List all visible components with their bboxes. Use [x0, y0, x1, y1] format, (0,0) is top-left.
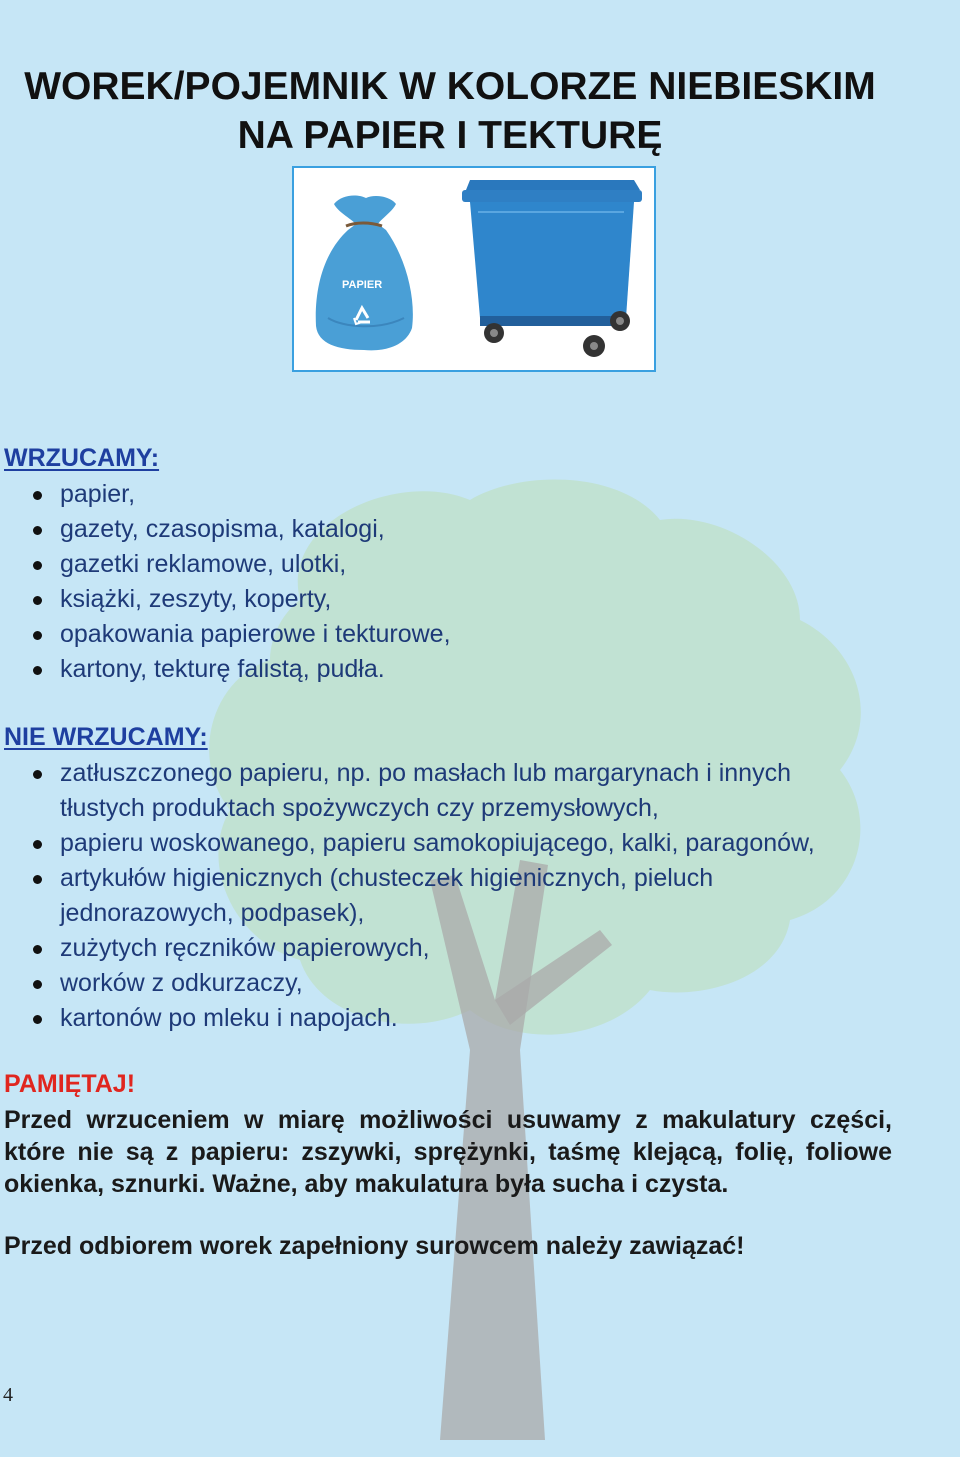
heading-nie-wrzucamy: NIE WRZUCAMY:	[4, 723, 208, 751]
blue-bin	[462, 180, 642, 357]
closing-note: Przed odbiorem worek zapełniony surowcem należy zawiązać!	[4, 1232, 745, 1260]
list-nie-wrzucamy	[0, 756, 880, 1036]
list-item: opakowania papierowe i tekturowe,	[0, 617, 880, 652]
list-item: artykułów higienicznych (chusteczek higienicznych, pieluch jednorazowych, podpasek),	[0, 861, 880, 931]
list-item: zatłuszczonego papieru, np. po masłach lub margarynach i innych tłustych produktach spożywczych czy przemysłowych,	[0, 756, 880, 826]
heading-wrzucamy: WRZUCAMY:	[4, 444, 160, 472]
list-item: papier,	[0, 477, 880, 512]
list-item: książki, zeszyty, koperty,	[0, 582, 880, 617]
container-illustration	[292, 166, 656, 372]
paper-bag	[316, 196, 413, 351]
list-item: worków z odkurzaczy,	[0, 966, 880, 1001]
list-item: gazety, czasopisma, katalogi,	[0, 512, 880, 547]
list-wrzucamy	[0, 477, 880, 687]
remember-label: PAMIĘTAJ!	[4, 1070, 136, 1098]
list-item: zużytych ręczników papierowych,	[0, 931, 880, 966]
list-item: gazetki reklamowe, ulotki,	[0, 547, 880, 582]
title-line-2: NA PAPIER I TEKTURĘ	[237, 114, 663, 157]
remember-text: Przed wrzuceniem w miarę możliwości usuwamy z makulatury części, które nie są z papieru: zszywki, sprężynki, taśmę klejącą, folię, foliowe okienka, sznurki. Ważne, aby makulatura była sucha i czysta.	[4, 1106, 892, 1198]
list-item: papieru woskowanego, papieru samokopiującego, kalki, paragonów,	[0, 826, 880, 861]
title-line-1: WOREK/POJEMNIK W KOLORZE NIEBIESKIM	[24, 65, 876, 108]
list-item: kartony, tekturę falistą, pudła.	[0, 652, 880, 687]
page-title	[0, 62, 900, 160]
page-number: 4	[3, 1384, 13, 1406]
bag-label: PAPIER	[342, 279, 383, 291]
list-item: kartonów po mleku i napojach.	[0, 1001, 880, 1036]
